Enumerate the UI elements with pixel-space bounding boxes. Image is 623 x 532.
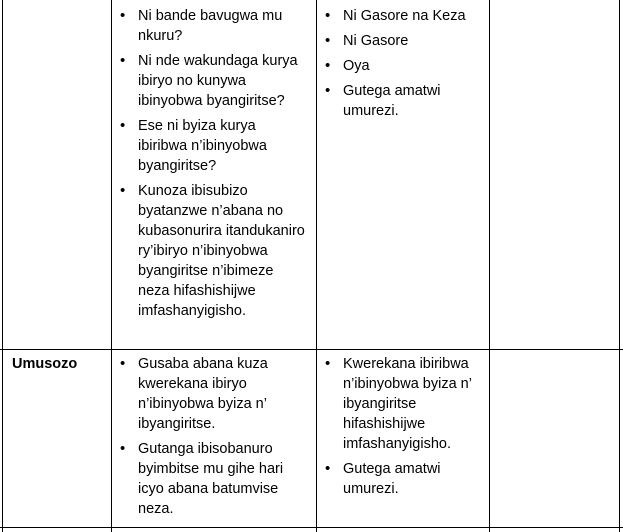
column-divider-2 xyxy=(316,0,317,532)
row1-learner-activities xyxy=(323,6,483,126)
list-item: • Gutega amatwi umurezi. xyxy=(323,459,483,499)
row2-teacher-activities xyxy=(118,354,308,524)
row1-teacher-activities xyxy=(118,6,308,326)
list-item: • Gusaba abana kuza kwerekana ibiryo n’ibinyobwa byiza n’ ibyangiritse. xyxy=(118,354,308,434)
list-item: • Ni Gasore na Keza xyxy=(323,6,483,26)
row-divider-2 xyxy=(0,527,623,528)
column-divider-1 xyxy=(111,0,112,532)
list-item: • Gutega amatwi umurezi. xyxy=(323,81,483,121)
list-item: • Gutanga ibisobanuro byimbitse mu gihe hari icyo abana batumvise neza. xyxy=(118,439,308,519)
row2-step-label: Umusozo xyxy=(12,356,78,372)
list-item: • Ni bande bavugwa mu nkuru? xyxy=(118,6,308,46)
list-item: • Ni Gasore xyxy=(323,31,483,51)
column-divider-3 xyxy=(489,0,490,532)
row2-learner-activities xyxy=(323,354,483,504)
table-border-right xyxy=(619,0,620,532)
table-border-left xyxy=(2,0,3,532)
list-item: • Oya xyxy=(323,56,483,76)
list-item: • Ni nde wakundaga kurya ibiryo no kunywa ibinyobwa byangiritse? xyxy=(118,51,308,111)
list-item: • Kwerekana ibiribwa n’ibinyobwa byiza n’ ibyangiritse hifashishijwe imfashanyigisho. xyxy=(323,354,483,454)
list-item: • Ese ni byiza kurya ibiribwa n’ibinyobwa byangiritse? xyxy=(118,116,308,176)
list-item: • Kunoza ibisubizo byatanzwe n’abana no kubasonurira itandukaniro ry’ibiryo n’ibinyobwa byangiritse n’ibimeze neza hifashishijwe imfashanyigisho. xyxy=(118,181,308,321)
row-divider-1 xyxy=(0,349,623,350)
